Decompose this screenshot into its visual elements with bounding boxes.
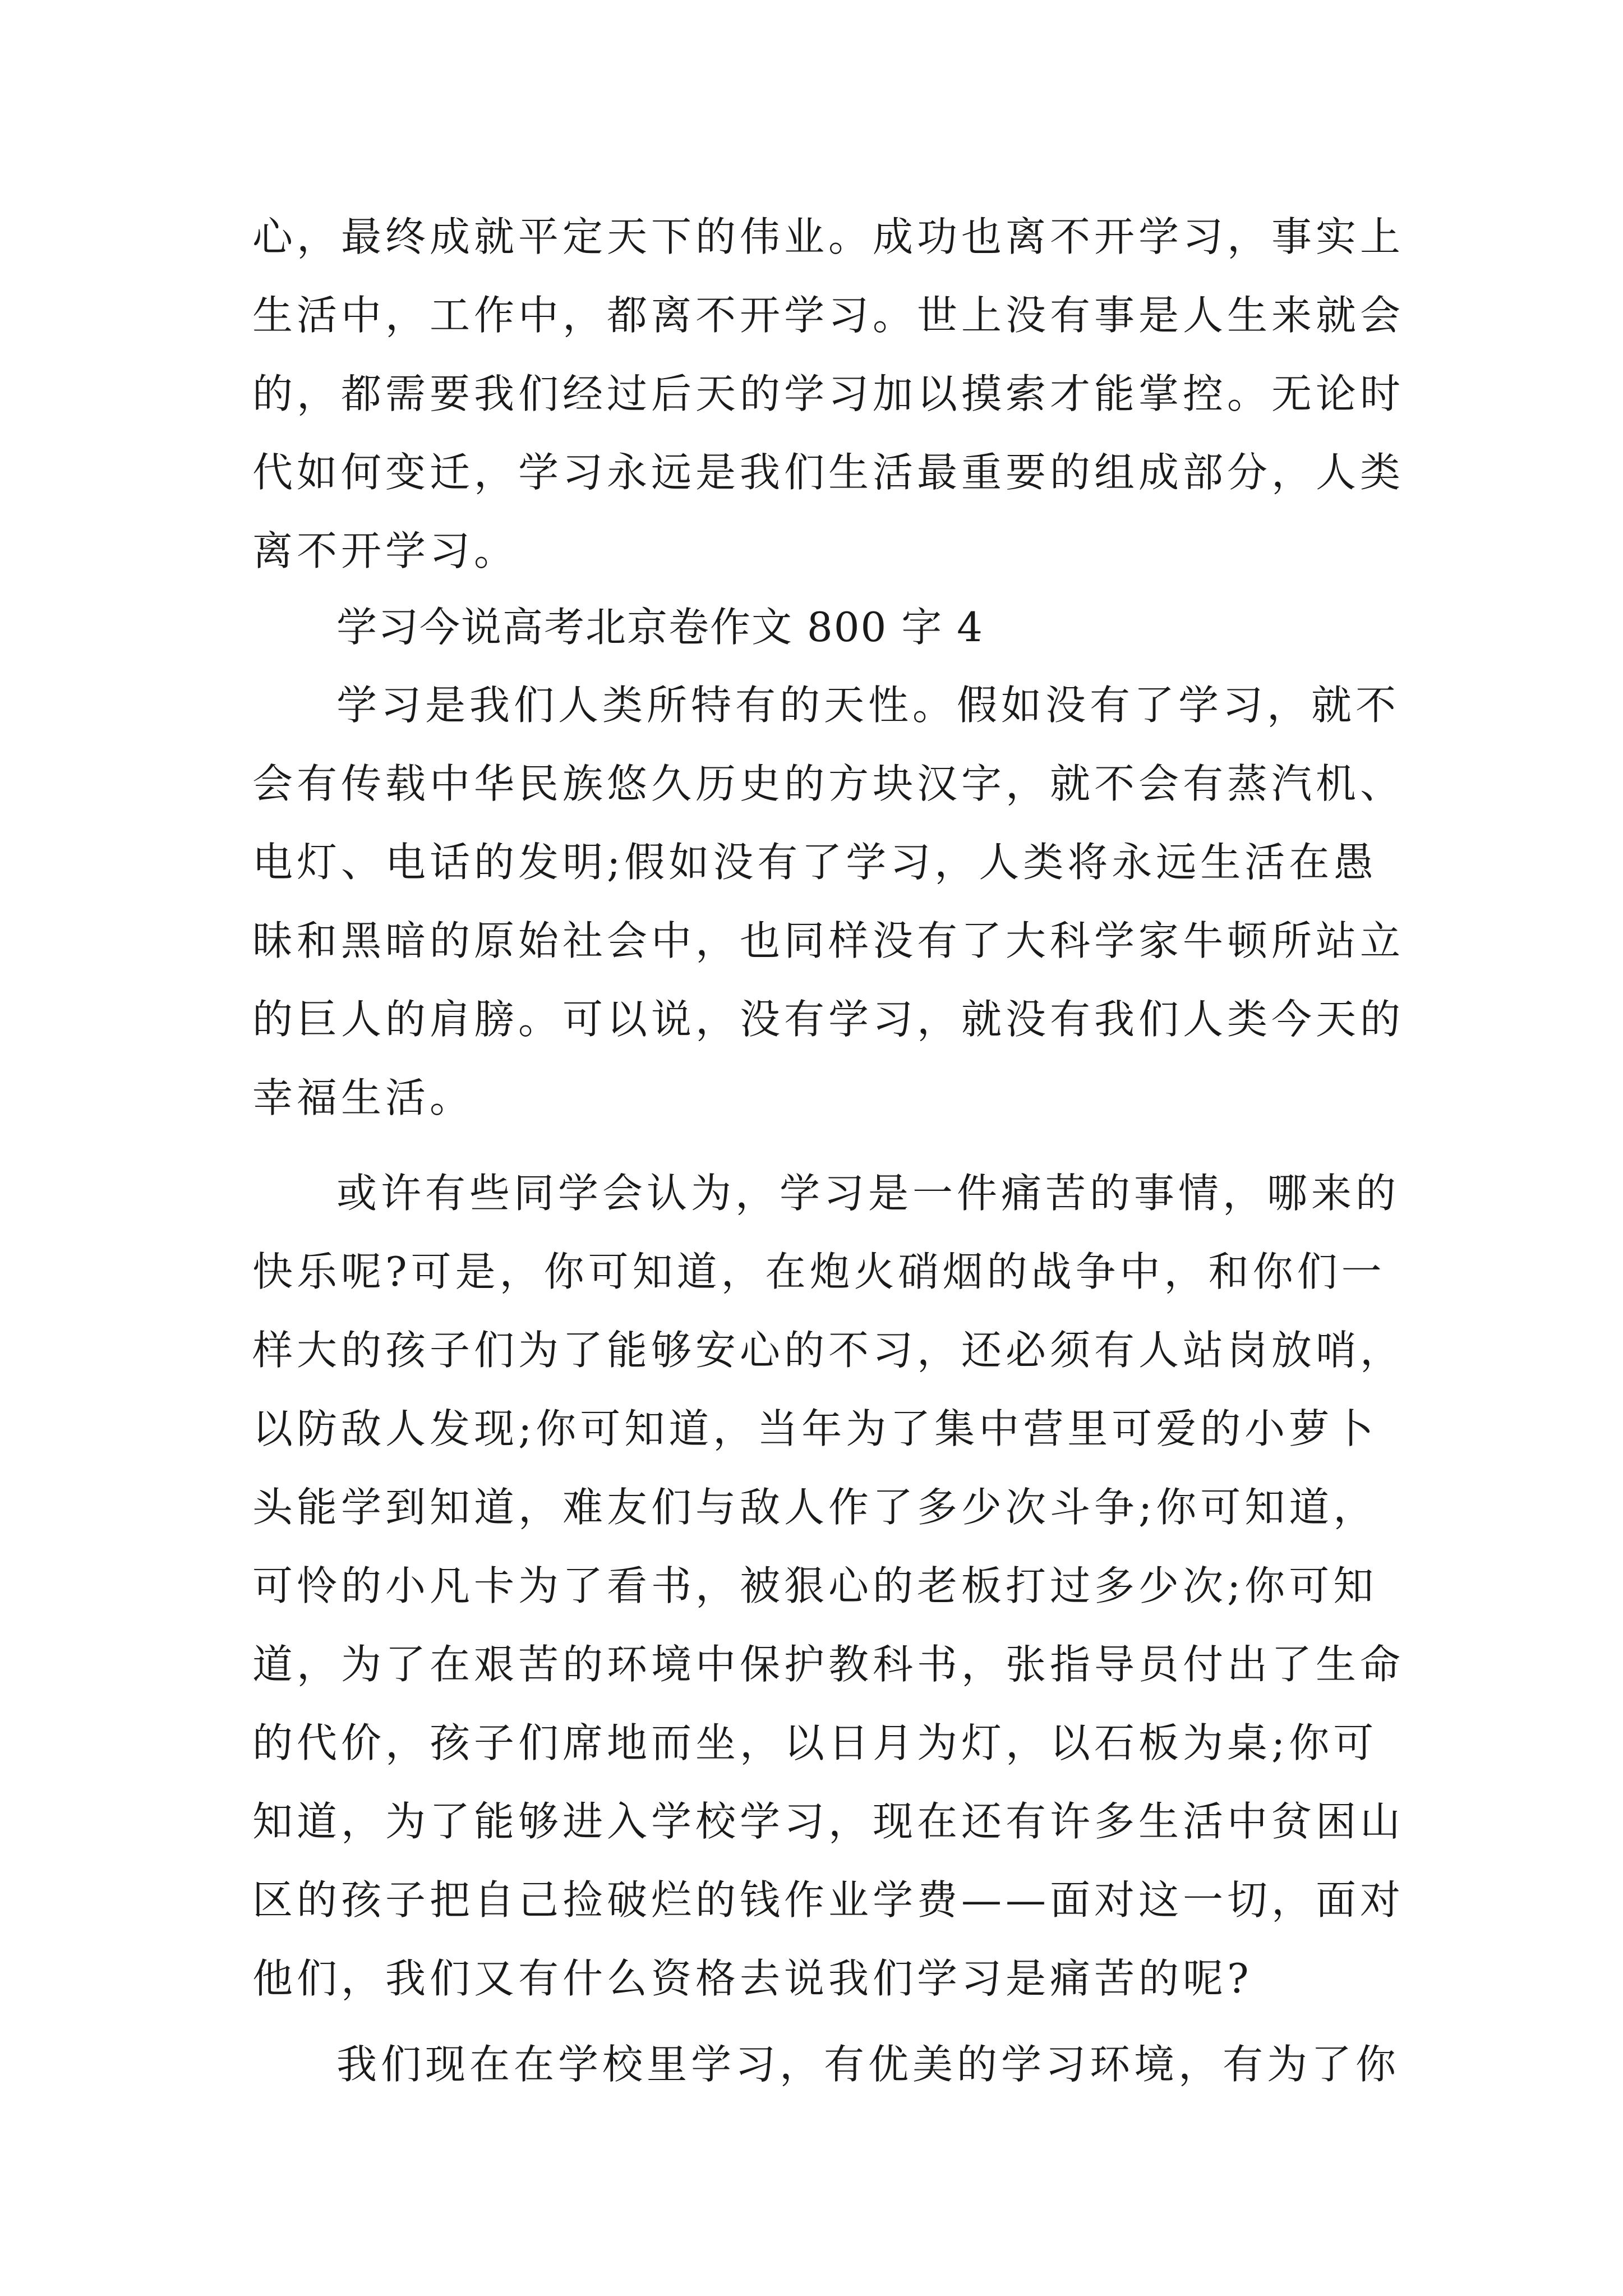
text-line: 的代价，孩子们席地而坐，以日月为灯，以石板为桌;你可 [252, 1719, 1378, 1766]
text-line: 代如何变迁，学习永远是我们生活最重要的组成部分，人类 [252, 449, 1405, 496]
text-line: 心，最终成就平定天下的伟业。成功也离不开学习，事实上 [252, 213, 1405, 260]
text-line: 生活中，工作中，都离不开学习。世上没有事是人生来就会 [252, 292, 1405, 339]
section-heading: 学习今说高考北京卷作文 800 字 4 [336, 604, 984, 651]
text-line: 道，为了在艰苦的环境中保护教科书，张指导员付出了生命 [252, 1641, 1405, 1688]
text-line: 学习是我们人类所特有的天性。假如没有了学习，就不 [336, 682, 1400, 729]
text-line: 头能学到知道，难友们与敌人作了多少次斗争;你可知道， [252, 1484, 1378, 1531]
text-line: 的，都需要我们经过后天的学习加以摸索才能掌控。无论时 [252, 370, 1405, 417]
text-line: 快乐呢?可是，你可知道，在炮火硝烟的战争中，和你们一 [252, 1248, 1386, 1295]
text-line: 知道，为了能够进入学校学习，现在还有许多生活中贫困山 [252, 1798, 1405, 1845]
text-line: 的巨人的肩膀。可以说，没有学习，就没有我们人类今天的 [252, 996, 1405, 1043]
text-line: 幸福生活。 [252, 1074, 474, 1121]
text-line: 离不开学习。 [252, 527, 519, 574]
text-line: 我们现在在学校里学习，有优美的学习环境，有为了你 [336, 2041, 1400, 2088]
text-line: 他们，我们又有什么资格去说我们学习是痛苦的呢? [252, 1955, 1253, 2002]
text-line: 昧和黑暗的原始社会中，也同样没有了大科学家牛顿所站立 [252, 917, 1405, 964]
text-line: 以防敌人发现;你可知道，当年为了集中营里可爱的小萝卜 [252, 1405, 1378, 1452]
text-line: 样大的孩子们为了能够安心的不习，还必须有人站岗放哨， [252, 1327, 1405, 1374]
text-line: 会有传载中华民族悠久历史的方块汉字，就不会有蒸汽机、 [252, 760, 1405, 807]
text-line: 或许有些同学会认为，学习是一件痛苦的事情，哪来的 [336, 1170, 1400, 1217]
text-line: 可怜的小凡卡为了看书，被狠心的老板打过多少次;你可知 [252, 1562, 1378, 1609]
text-line: 电灯、电话的发明;假如没有了学习，人类将永远生活在愚 [252, 839, 1378, 886]
text-line: 区的孩子把自己捡破烂的钱作业学费——面对这一切，面对 [252, 1876, 1405, 1924]
